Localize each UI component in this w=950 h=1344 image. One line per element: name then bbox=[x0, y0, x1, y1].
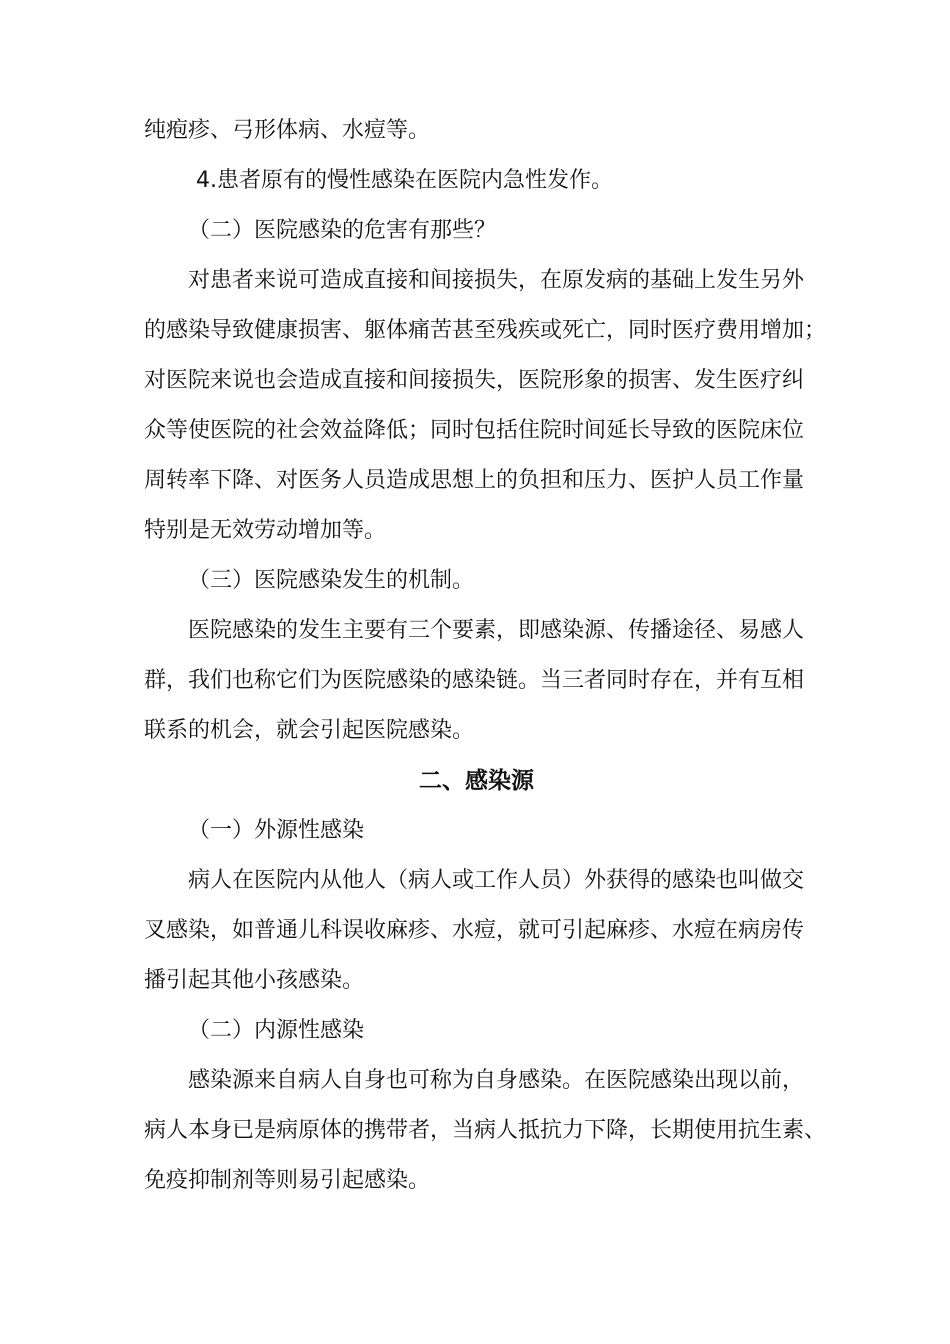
paragraph-line: 特别是无效劳动增加等。 bbox=[144, 518, 387, 543]
paragraph-line: 免疫抑制剂等则易引起感染。 bbox=[144, 1168, 431, 1193]
subheading: （二）内源性感染 bbox=[188, 1018, 365, 1043]
paragraph-line: 的感染导致健康损害、躯体痛苦甚至残疾或死亡，同时医疗费用增加； bbox=[144, 318, 827, 343]
paragraph-line: 群，我们也称它们为医院感染的感染链。当三者同时存在，并有互相 bbox=[144, 668, 805, 693]
paragraph-line: 播引起其他小孩感染。 bbox=[144, 968, 365, 993]
paragraph-line: 医院感染的发生主要有三个要素，即感染源、传播途径、易感人 bbox=[188, 618, 805, 643]
subheading: （三）医院感染发生的机制。 bbox=[188, 568, 475, 593]
paragraph-line: 联系的机会，就会引起医院感染。 bbox=[144, 718, 475, 743]
document-body bbox=[144, 106, 827, 1206]
paragraph-line: 感染源来自病人自身也可称为自身感染。在医院感染出现以前， bbox=[188, 1068, 805, 1093]
paragraph-line: 周转率下降、对医务人员造成思想上的负担和压力、医护人员工作量 bbox=[144, 468, 805, 493]
paragraph-line: 病人本身已是病原体的携带者，当病人抵抗力下降，长期使用抗生素、 bbox=[144, 1118, 827, 1143]
list-item: 4.患者原有的慢性感染在医院内急性发作。 bbox=[196, 168, 613, 193]
paragraph-line: 对医院来说也会造成直接和间接损失，医院形象的损害、发生医疗纠 bbox=[144, 368, 805, 393]
paragraph-line: 病人在医院内从他人（病人或工作人员）外获得的感染也叫做交 bbox=[188, 868, 805, 893]
subheading: （二）医院感染的危害有那些？ bbox=[188, 218, 497, 243]
paragraph-line: 纯疱疹、弓形体病、水痘等。 bbox=[144, 118, 431, 143]
paragraph-line: 对患者来说可造成直接和间接损失，在原发病的基础上发生另外 bbox=[188, 268, 805, 293]
section-heading: 二、感染源 bbox=[419, 768, 534, 794]
subheading: （一）外源性感染 bbox=[188, 818, 365, 843]
paragraph-line: 众等使医院的社会效益降低；同时包括住院时间延长导致的医院床位 bbox=[144, 418, 805, 443]
paragraph-line: 叉感染，如普通儿科误收麻疹、水痘，就可引起麻疹、水痘在病房传 bbox=[144, 918, 805, 943]
